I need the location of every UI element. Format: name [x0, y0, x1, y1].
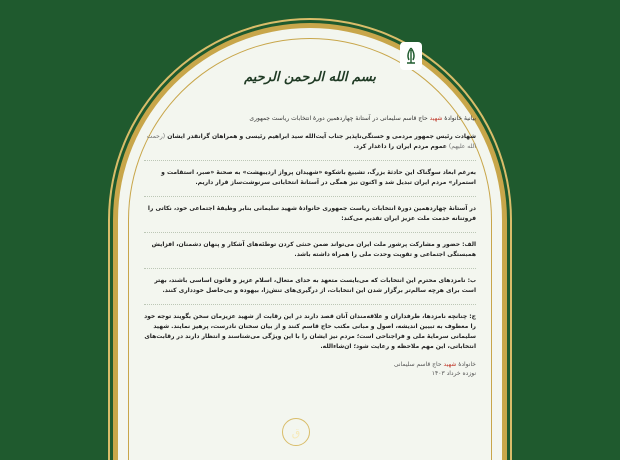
- subtitle-before: بیانیهٔ خانوادهٔ: [444, 115, 476, 122]
- paragraph-1-note: (رحمت الله علیهم): [146, 133, 476, 150]
- subtitle-after: حاج قاسم سلیمانی در آستانهٔ چهاردهمین دورهٔ انتخابات ریاست جمهوری: [249, 115, 428, 122]
- paragraph-1-end: عموم مردم ایران را داغدار کرد.: [353, 143, 447, 150]
- paragraph-3: در آستانهٔ چهاردهمین دورهٔ انتخابات ریاست جمهوری خانوادهٔ شهید سلیمانی بنابر وظیفهٔ اجتماعی خود، نکاتی را فروتنانه خدمت ملت عزیز ایران تقدیم می‌کند:: [147, 205, 476, 222]
- signature-org-before: خانوادهٔ: [458, 361, 476, 368]
- signature-org: [144, 360, 476, 369]
- paragraph-6: ج: چنانچه نامزدها، طرفداران و علاقه‌مندان آنان قصد دارند در این رقابت از شهید عزیزمان سخن بگویند توجه خود را معطوف به تبیین اندیشه، اصول و مبانی مکتب حاج قاسم کنند و از بیان سخنان نادرست، پرهیز نمایند. شهید سلیمانی سرمایهٔ ملی و فراجناحی است؛ مردم نیز ایشان را با این ویژگی می‌شناسند و انتظار دارند در رقابت‌های انتخاباتی، این مهم ملاحظه و رعایت شود؛ ان‌شاءالله.: [144, 313, 476, 350]
- statement-subtitle: [144, 114, 476, 124]
- paragraph-2: به‌رغم ابعاد سوگناک این حادثهٔ بزرگ، تشییع باشکوه «شهیدان پرواز اردیبهشت» به صحنهٔ «صبر، استقامت و استمرار» مردم ایران تبدیل شد و اکنون نیز همگی در آستانهٔ انتخاباتی سرنوشت‌ساز قرار داریم.: [161, 169, 476, 186]
- paragraph-1: [144, 132, 476, 152]
- subtitle-martyr-word: شهید: [429, 115, 443, 122]
- signature-date: نوزده خرداد ۱۴۰۳: [431, 370, 476, 377]
- allah-emblem-icon: [400, 42, 422, 70]
- paragraph-divider: [144, 196, 476, 197]
- signature-block: [144, 360, 476, 378]
- signature-martyr-word: شهید: [443, 361, 457, 368]
- document-frame: [118, 28, 502, 460]
- calligraphy-seal-icon: [282, 418, 310, 446]
- allah-emblem-glyph: [404, 47, 418, 65]
- signature-org-after: حاج قاسم سلیمانی: [393, 361, 442, 368]
- paragraph-divider: [144, 304, 476, 305]
- paragraph-divider: [144, 160, 476, 161]
- paragraph-divider: [144, 268, 476, 269]
- statement-body: [144, 114, 476, 452]
- paragraph-divider: [144, 232, 476, 233]
- calligraphy-seal-text: ق: [291, 425, 301, 439]
- paragraph-5: ب: نامزدهای محترم این انتخابات که می‌بایست متعهد به خدای متعال، اسلام عزیز و قانون اساسی باشند، بهتر است برای هرچه سالم‌تر برگزار شدن این انتخابات، از درگیری‌های تنش‌زا، بیهوده و بی‌حاصل خودداری کنند.: [154, 277, 476, 294]
- basmala-heading: بسم الله الرحمن الرحیم: [244, 70, 376, 85]
- paragraph-4: الف: حضور و مشارکت پرشور ملت ایران می‌تواند ضمن خنثی کردن توطئه‌های آشکار و پنهان دشمنان، افزایش همبستگی اجتماعی و تقویت وحدت ملی را همراه داشته باشد.: [151, 241, 476, 258]
- paragraph-1-main: شهادت رئیس جمهور مردمی و خستگی‌ناپذیر جناب آیت‌الله سید ابراهیم رئیسی و همراهان گرانقدر ایشان: [167, 133, 476, 140]
